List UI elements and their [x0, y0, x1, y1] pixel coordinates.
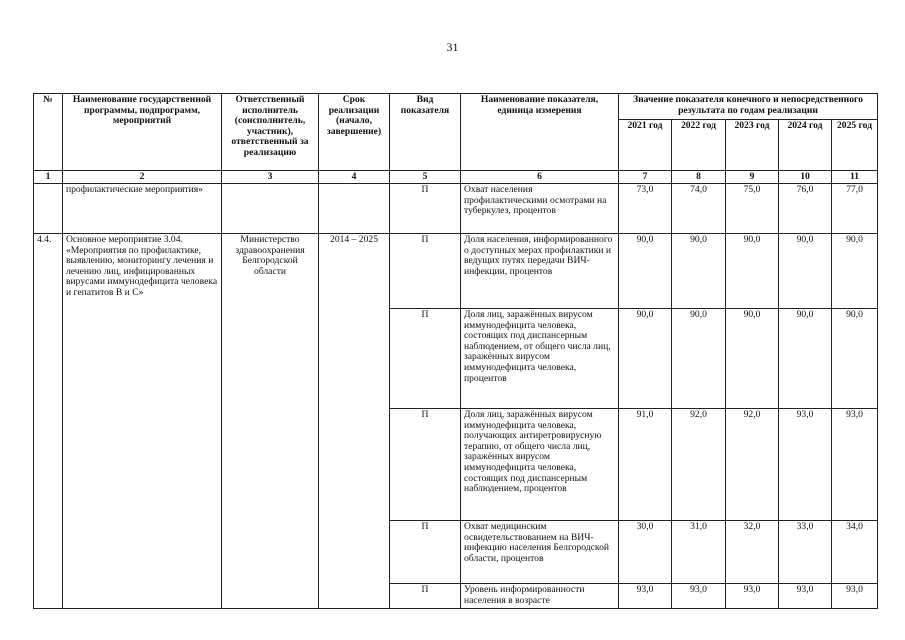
- value-2024: 33,0: [779, 521, 832, 584]
- term-cell: [319, 184, 390, 234]
- program-table: [33, 93, 878, 609]
- value-2025: 90,0: [832, 309, 878, 409]
- value-2024: 90,0: [779, 309, 832, 409]
- row-number: [34, 184, 63, 234]
- column-number: 10: [779, 171, 832, 184]
- value-2021: 30,0: [619, 521, 672, 584]
- indicator-type: П: [390, 309, 461, 409]
- value-2023: 90,0: [726, 309, 779, 409]
- header-values: Значение показателя конечного и непосредственного результата по годам реализации: [619, 94, 878, 120]
- indicator-type: П: [390, 521, 461, 584]
- header-term: Срок реализации (начало, завершение): [319, 94, 390, 171]
- column-number: 1: [34, 171, 63, 184]
- indicator-type: П: [390, 584, 461, 609]
- header-name: Наименование государственной программы, подпрограмм, мероприятий: [63, 94, 222, 171]
- value-2022: 93,0: [672, 584, 726, 609]
- term-cell: 2014 – 2025: [319, 234, 390, 609]
- measure-name: Основное мероприятие 3.04. «Мероприятия по профилактике, выявлению, мониторингу лечения и лечению лиц, инфицированных вирусами иммунодефицита человека и гепатитов В и С»: [63, 234, 222, 609]
- table-row: [34, 234, 878, 309]
- header-year: 2025 год: [832, 120, 878, 171]
- indicator-name: Доля лиц, заражённых вирусом иммунодефицита человека, состоящих под диспансерным наблюдением, от общего числа лиц, заражённых вирусом иммунодефицита человека, процентов: [461, 309, 619, 409]
- header-year: 2021 год: [619, 120, 672, 171]
- value-2023: 75,0: [726, 184, 779, 234]
- value-2022: 92,0: [672, 409, 726, 521]
- column-number: 9: [726, 171, 779, 184]
- value-2025: 93,0: [832, 409, 878, 521]
- value-2025: 93,0: [832, 584, 878, 609]
- value-2023: 90,0: [726, 234, 779, 309]
- value-2025: 34,0: [832, 521, 878, 584]
- value-2025: 77,0: [832, 184, 878, 234]
- header-responsible: Ответственный исполнитель (соисполнитель, участник), ответственный за реализацию: [222, 94, 319, 171]
- column-number: 5: [390, 171, 461, 184]
- header-row-1: [34, 94, 878, 120]
- indicator-type: П: [390, 184, 461, 234]
- responsible-cell: [222, 184, 319, 234]
- value-2024: 76,0: [779, 184, 832, 234]
- indicator-type: П: [390, 234, 461, 309]
- header-indicator: Наименование показателя, единица измерения: [461, 94, 619, 171]
- value-2023: 92,0: [726, 409, 779, 521]
- indicator-name: Доля лиц, заражённых вирусом иммунодефицита человека, получающих антиретровирусную терапию, от общего числа лиц, заражённых вирусом иммунодефицита человека, состоящих под диспансерным наблюдением, процентов: [461, 409, 619, 521]
- indicator-name: Охват населения профилактическими осмотрами на туберкулез, процентов: [461, 184, 619, 234]
- value-2024: 90,0: [779, 234, 832, 309]
- indicator-type: П: [390, 409, 461, 521]
- indicator-name: Охват медицинским освидетельствованием на ВИЧ-инфекцию населения Белгородской области, процентов: [461, 521, 619, 584]
- column-number-row: [34, 171, 878, 184]
- column-number: 11: [832, 171, 878, 184]
- value-2023: 93,0: [726, 584, 779, 609]
- indicator-name: Доля населения, информированного о доступных мерах профилактики и ведущих путях передачи ВИЧ-инфекции, процентов: [461, 234, 619, 309]
- responsible-cell: Министерство здравоохранения Белгородской области: [222, 234, 319, 609]
- column-number: 6: [461, 171, 619, 184]
- header-year: 2022 год: [672, 120, 726, 171]
- value-2021: 91,0: [619, 409, 672, 521]
- value-2021: 73,0: [619, 184, 672, 234]
- header-year: 2023 год: [726, 120, 779, 171]
- value-2021: 90,0: [619, 234, 672, 309]
- column-number: 4: [319, 171, 390, 184]
- row-number: 4.4.: [34, 234, 63, 609]
- value-2022: 74,0: [672, 184, 726, 234]
- value-2022: 31,0: [672, 521, 726, 584]
- value-2021: 90,0: [619, 309, 672, 409]
- header-type: Вид показателя: [390, 94, 461, 171]
- value-2023: 32,0: [726, 521, 779, 584]
- value-2025: 90,0: [832, 234, 878, 309]
- value-2022: 90,0: [672, 234, 726, 309]
- header-no: №: [34, 94, 63, 171]
- table-row: [34, 184, 878, 234]
- value-2024: 93,0: [779, 584, 832, 609]
- column-number: 2: [63, 171, 222, 184]
- header-year: 2024 год: [779, 120, 832, 171]
- indicator-name: Уровень информированности населения в возрасте: [461, 584, 619, 609]
- value-2022: 90,0: [672, 309, 726, 409]
- measure-name: профилактические мероприятия»: [63, 184, 222, 234]
- column-number: 3: [222, 171, 319, 184]
- column-number: 8: [672, 171, 726, 184]
- value-2024: 93,0: [779, 409, 832, 521]
- value-2021: 93,0: [619, 584, 672, 609]
- page-number: 31: [446, 40, 459, 54]
- column-number: 7: [619, 171, 672, 184]
